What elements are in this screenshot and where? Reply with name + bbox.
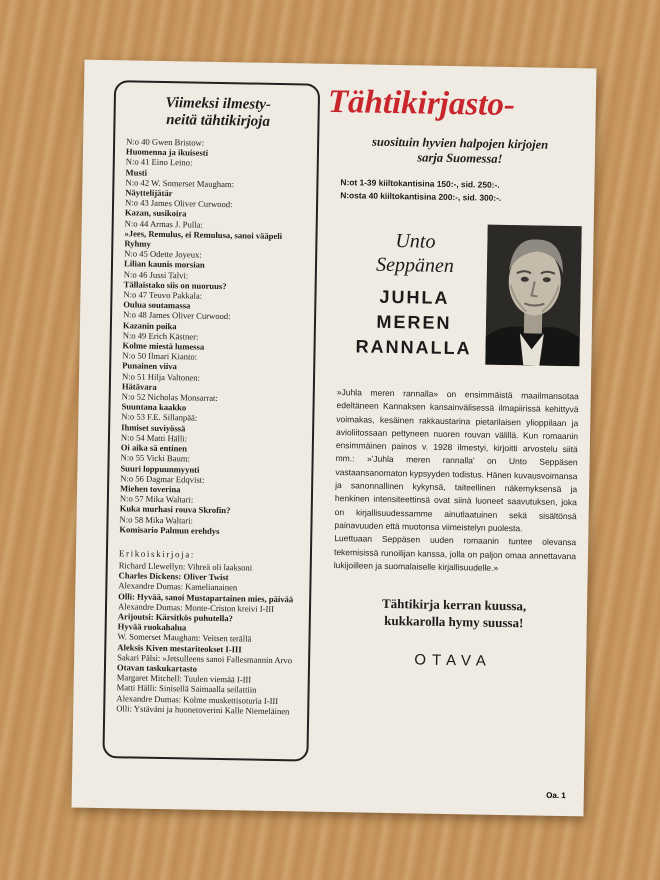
entry-title: Suuri loppuunmyynti (120, 462, 200, 475)
price-info: N:ot 1-39 kiiltokantisina 150:-, sid. 250:-. N:osta 40 kiiltokantisina 200:-, sid. 300:-. (340, 177, 502, 203)
entry-title: Oi aika sä entinen (120, 442, 188, 454)
entry-title: Kazan, susikoira (124, 207, 187, 219)
list-item (122, 351, 305, 375)
list-item: Margaret Mitchell: Tuulen viemää I-III (116, 672, 252, 685)
recent-titles-heading: Viimeksi ilmesty- neitä tähtikirjoja (165, 95, 272, 130)
book-back-cover (72, 60, 597, 817)
entry-author: N:o 57 Mika Waltari: (119, 493, 194, 505)
publisher-name: OTAVA (414, 651, 493, 670)
entry-author: N:o 56 Dagmar Edqvist: (120, 472, 205, 485)
entry-title: Kuka murhasi rouva Skrofin? (119, 503, 231, 516)
list-item (124, 249, 307, 273)
entry-author: N:o 51 Hilja Valtonen: (121, 370, 201, 383)
recent-titles-panel (102, 80, 320, 761)
special-books-heading: Erikoiskirjoja: (118, 548, 196, 560)
list-item (119, 514, 302, 538)
list-item: Sakari Pälsi: »Jetsulleens sanoi Fallesmannin Arvo (117, 651, 293, 666)
list-item: Richard Llewellyn: Vihreä oli laaksoni (118, 560, 253, 573)
special-books-list (116, 560, 302, 716)
series-slogan: Tähtikirja kerran kuussa, kukkarolla hymy suussa! (381, 596, 527, 631)
entry-author: N:o 47 Teuvo Pakkala: (123, 289, 203, 301)
recent-titles-list (119, 136, 309, 537)
list-item: Otavan taskukartasto (116, 662, 198, 674)
author-portrait-image (485, 225, 581, 367)
entry-title: Suuntana kaakko (121, 401, 187, 413)
entry-author: N:o 54 Matti Hälli: (120, 432, 188, 444)
series-brand: Tähtikirjasto- (327, 83, 516, 124)
list-item: Alexandre Dumas: Monte-Criston kreivi I-III (117, 600, 275, 614)
entry-author: N:o 44 Armas J. Pulla: (124, 217, 203, 230)
entry-title: Miehen toverina (120, 483, 181, 495)
author-name: Unto Seppänen (375, 230, 455, 278)
entry-author: N:o 53 F.E. Sillanpää: (121, 411, 198, 424)
entry-title: Kazanin poika (122, 319, 177, 331)
entry-author: N:o 55 Vicki Baum: (120, 452, 190, 464)
list-item: Arijoutsi: Kärsitkös puhutella? (117, 611, 234, 624)
entry-title: Komisario Palmun erehdys (119, 523, 220, 536)
list-item: Aleksis Kiven mestariteokset I-III (117, 641, 242, 654)
list-item (124, 218, 308, 252)
list-item: Charles Dickens: Oliver Twist (118, 570, 229, 583)
list-item (120, 493, 303, 517)
entry-author: N:o 40 Gwen Bristow: (126, 136, 205, 148)
entry-author: N:o 49 Erich Kästner: (122, 330, 199, 342)
entry-title: Tällaistako siis on nuoruus? (123, 279, 227, 291)
entry-author: N:o 45 Odette Joyeux: (124, 248, 202, 260)
list-item: Olli: Ystäväni ja huonetoverini Kalle Niemeläinen (116, 703, 290, 717)
entry-title: Ihmiset suviyössä (121, 421, 186, 434)
series-info-panel (318, 84, 584, 672)
list-item: Hyvää ruokahalua (117, 621, 187, 633)
entry-author: N:o 50 Ilmari Kianto: (122, 350, 198, 362)
entry-author: N:o 42 W. Somerset Maugham: (125, 177, 235, 190)
entry-author: N:o 46 Jussi Talvi: (123, 268, 189, 281)
book-description: »Juhla meren rannalla» on ensimmäistä maailmansotaa edeltäneen Kannaksen kansainvälisessä ilmapiirissä kehittyvä voimakas, kesäinen rakkaustarina pietarilaisen ylioppilaan ja avioliitossaan pettyneen nuoren rouvan välillä. Kun romaanin ensimmäinen painos v. 1928 ilmestyi, kirjoitti arvostelu siitä mm.: »'Juhla meren rannalla' on Unto Seppäsen vastaansanomaton kypsyyden todistus. Hänen kuvausvoimansa ja sanonnallinen kykynsä, taiteellinen näkemyksensä ja henkinen intensiteettinsä ovat siinä luoneet saavutuksen, joka on kirjallisuudessamme ainutlaatuinen sekä sisältönsä painavuuden että muotonsa viimeistelyn puolesta. Luettuaan Seppäsen uuden romaanin tuntee olevansa tekemisissä runoilijan kanssa, jolla on paljon omaa annettavana lukijoilleen ja suomalaiselle kirjallisuudelle.» (333, 387, 579, 573)
entry-title: Kolme miestä lumessa (122, 340, 205, 352)
entry-title: »Jees, Remulus, ei Remulusa, sanoi vääpeli Ryhmy (124, 228, 283, 249)
entry-author: N:o 43 James Oliver Curwood: (124, 197, 233, 210)
entry-title: Lilian kaunis morsian (123, 258, 205, 271)
entry-author: N:o 58 Mika Waltari: (119, 513, 194, 526)
entry-title: Hätävara (121, 381, 157, 392)
author-portrait (485, 225, 581, 367)
entry-title: Musti (125, 166, 148, 178)
book-title: JUHLA MEREN RANNALLA (355, 286, 472, 359)
entry-author: N:o 52 Nicholas Monsarrat: (121, 391, 218, 404)
entry-title: Oulua soutamassa (123, 299, 191, 311)
entry-author: N:o 41 Eino Leino: (125, 156, 193, 168)
entry-author: N:o 48 James Oliver Curwood: (123, 309, 231, 322)
list-item: Matti Hälli: Sinisellä Saimaalla seilattiin (116, 682, 257, 696)
print-code: Oa. 1 (546, 790, 566, 801)
series-tagline: suosituin hyvien halpojen kirjojen sarja Suomessa! (372, 134, 549, 166)
list-item: Alexandre Dumas: Kamelianainen (118, 580, 238, 593)
list-item: Alexandre Dumas: Kolme muskettisoturia I-III (116, 692, 279, 706)
featured-book (323, 222, 582, 376)
entry-title: Punainen viiva (122, 360, 177, 372)
entry-title: Näyttelijätär (125, 187, 173, 199)
list-item: W. Somerset Maugham: Veitsen terällä (117, 631, 252, 644)
entry-title: Huomenna ja ikuisesti (125, 146, 209, 158)
list-item: Olli: Hyvää, sanoi Mustapartainen mies, päivää (118, 590, 294, 604)
list-item (120, 453, 303, 477)
list-item (125, 198, 308, 222)
